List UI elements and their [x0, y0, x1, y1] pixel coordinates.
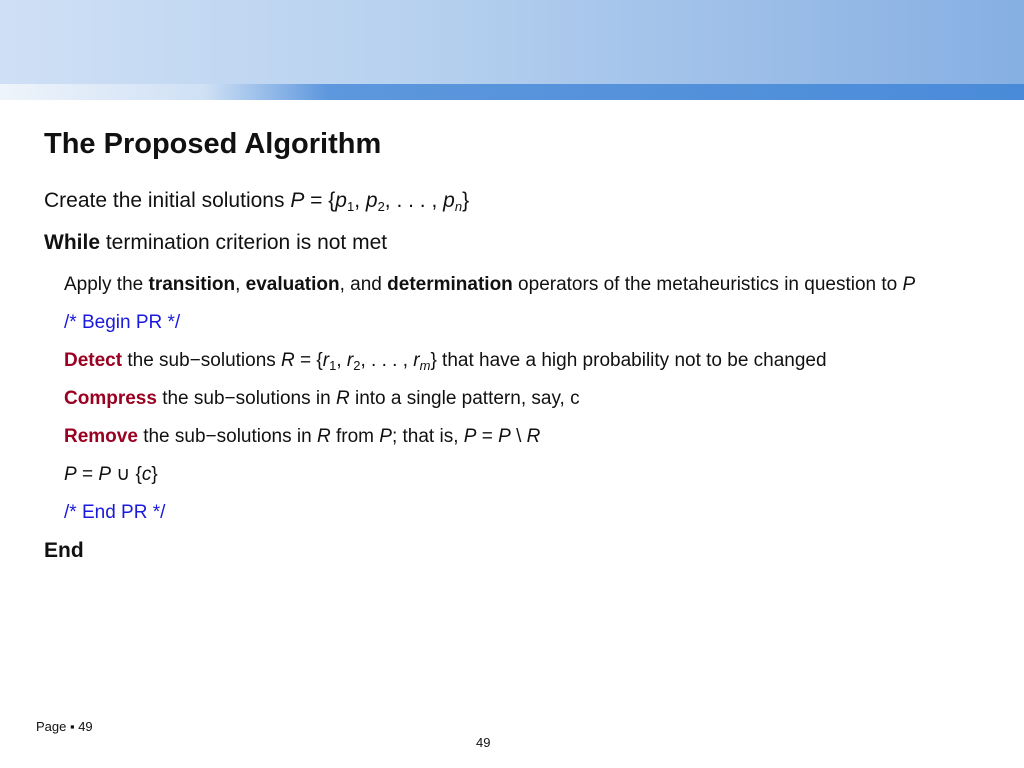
- end-pr-comment: /* End PR */: [64, 502, 166, 523]
- footer-page-label: Page ▪ 49: [36, 719, 93, 734]
- slide-content: [44, 188, 994, 580]
- end-keyword: End: [44, 539, 84, 562]
- begin-pr-comment: /* Begin PR */: [64, 312, 181, 333]
- header-band: [0, 0, 1024, 84]
- detect-line: Detect the sub−solutions $R = \{r_1$, $r_2$, . . . , $r_m$} that have a high probability not to be changed: [64, 350, 827, 373]
- remove-line: Remove the sub−solutions in R from P; that is, P = P \ R: [64, 426, 541, 447]
- union-line: P = P ∪ {c}: [64, 464, 158, 485]
- init-line: Create the initial solutions $P = \{p_1$, $p_2$, . . . , $p_n$}: [44, 189, 470, 214]
- compress-line: Compress the sub−solutions in R into a single pattern, say, c: [64, 388, 580, 409]
- footer-page-number: 49: [476, 735, 491, 750]
- while-line: While termination criterion is not met: [44, 231, 388, 254]
- slide-title: The Proposed Algorithm: [44, 128, 382, 160]
- apply-line: Apply the transition, evaluation, and determination operators of the metaheuristics in question to P: [64, 274, 916, 295]
- header-stripe: [0, 84, 1024, 100]
